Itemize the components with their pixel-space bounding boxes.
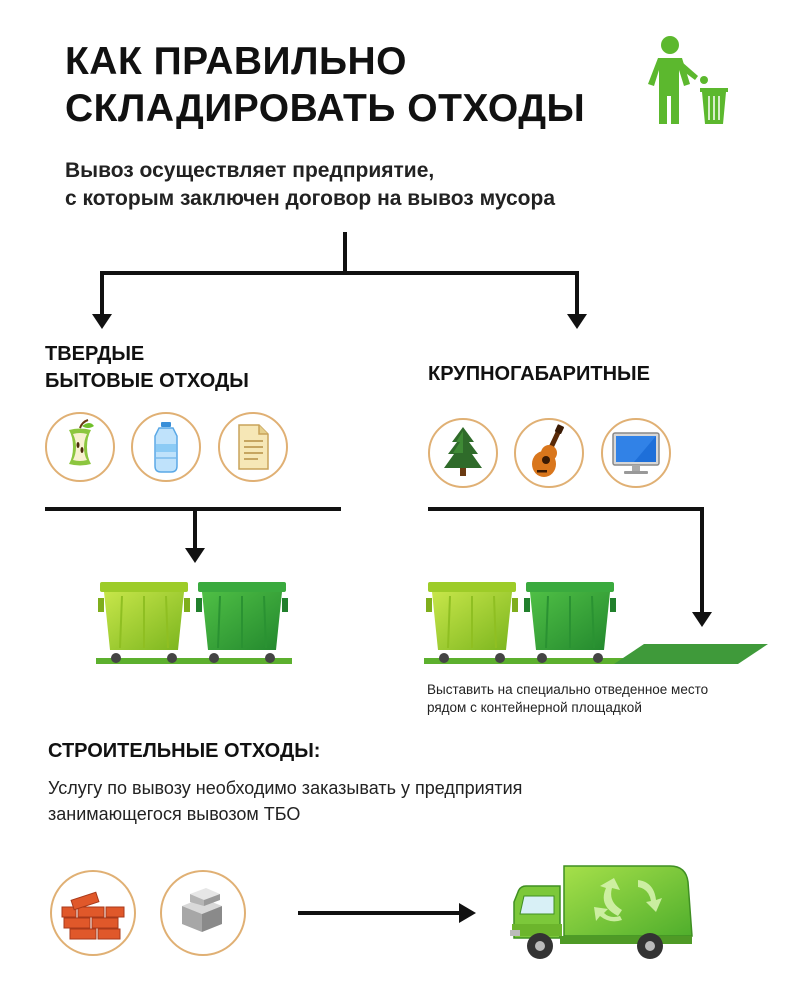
connector-right-down [575, 271, 579, 317]
page-title [65, 38, 585, 132]
bulky-note-line-1: Выставить на специально отведенное место [427, 682, 709, 697]
title-line-1: КАК ПРАВИЛЬНО [65, 40, 407, 83]
category-household [45, 341, 249, 395]
category-household-line-1: ТВЕРДЫЕ [45, 343, 145, 365]
connector-bulky-horizontal [428, 507, 704, 511]
connector-vertical-top [343, 232, 347, 274]
bulky-note [427, 681, 708, 717]
title-line-2: СКЛАДИРОВАТЬ ОТХОДЫ [65, 87, 586, 130]
connector-left-down [100, 271, 104, 317]
subtitle [65, 157, 555, 213]
construction-arrow-line [298, 911, 462, 915]
connector-household-down [193, 507, 197, 551]
arrow-down-icon [92, 314, 112, 330]
arrow-down-icon [567, 314, 587, 330]
subtitle-line-2: с которым заключен договор на вывоз мусора [65, 187, 555, 210]
computer-monitor-icon [601, 418, 671, 488]
arrow-down-icon [185, 548, 205, 564]
subtitle-line-1: Вывоз осуществляет предприятие, [65, 159, 435, 182]
category-bulky: КРУПНОГАБАРИТНЫЕ [428, 363, 650, 385]
apple-core-icon [45, 412, 115, 482]
household-containers [96, 578, 292, 670]
garbage-truck-icon [510, 856, 696, 968]
bulky-platform [614, 644, 768, 664]
container-light-icon [98, 582, 190, 663]
bricks-icon [50, 870, 136, 956]
bulky-containers [424, 578, 770, 670]
paper-document-icon [218, 412, 288, 482]
category-household-line-2: БЫТОВЫЕ ОТХОДЫ [45, 370, 249, 392]
water-bottle-icon [131, 412, 201, 482]
fir-tree-icon [428, 418, 498, 488]
construction-description-line-2: занимающегося вывозом ТБО [48, 804, 301, 824]
arrow-right-icon [459, 903, 477, 923]
person-throwing-trash-icon [648, 34, 728, 126]
container-dark-icon [196, 582, 288, 663]
construction-description-line-1: Услугу по вывозу необходимо заказывать у предприятия [48, 778, 523, 798]
construction-title: СТРОИТЕЛЬНЫЕ ОТХОДЫ: [48, 740, 321, 762]
guitar-icon [514, 418, 584, 488]
construction-description [48, 775, 522, 827]
bulky-note-line-2: рядом с контейнерной площадкой [427, 700, 642, 715]
connector-horizontal-top [100, 271, 579, 275]
concrete-blocks-icon [160, 870, 246, 956]
